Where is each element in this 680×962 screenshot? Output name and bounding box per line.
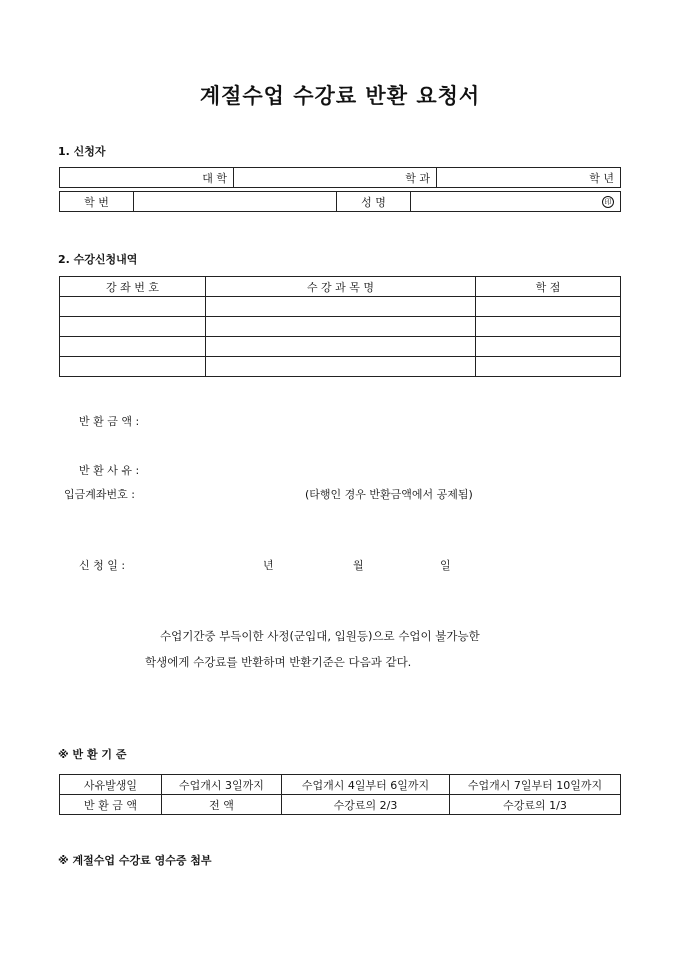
course-table xyxy=(59,276,621,377)
page-title: 계절수업 수강료 반환 요청서 xyxy=(199,83,481,108)
criteria-table xyxy=(59,774,621,815)
notice-line-1: 수업기간중 부득이한 사정(군입대, 입원등)으로 수업이 불가능한 xyxy=(160,629,480,643)
table-row xyxy=(60,337,621,357)
criteria-cell: 수업개시 3일까지 xyxy=(162,775,282,795)
course-name-cell[interactable] xyxy=(206,297,476,317)
student-id-label: 학 번 xyxy=(60,192,134,212)
criteria-heading: ※ 반 환 기 준 xyxy=(58,748,127,761)
refund-amount-label: 반 환 금 액 : xyxy=(79,415,140,428)
criteria-cell: 전 액 xyxy=(162,795,282,815)
applicant-table-row2 xyxy=(59,191,621,212)
credit-cell[interactable] xyxy=(476,317,621,337)
course-name-header: 수 강 과 목 명 xyxy=(206,277,476,297)
criteria-cell: 수강료의 2/3 xyxy=(282,795,450,815)
student-id-field[interactable] xyxy=(134,192,337,212)
criteria-cell: 반 환 금 액 xyxy=(60,795,162,815)
table-row xyxy=(60,795,621,815)
table-row xyxy=(60,317,621,337)
table-row xyxy=(60,775,621,795)
table-row xyxy=(60,168,621,188)
table-row xyxy=(60,192,621,212)
criteria-cell: 수업개시 4일부터 6일까지 xyxy=(282,775,450,795)
college-label: 대 학 xyxy=(202,171,227,185)
refund-reason-label: 반 환 사 유 : xyxy=(79,464,140,477)
day-label: 일 xyxy=(440,559,451,572)
credit-cell[interactable] xyxy=(476,297,621,317)
credit-cell[interactable] xyxy=(476,337,621,357)
course-name-cell[interactable] xyxy=(206,357,476,377)
apply-date-label: 신 청 일 : xyxy=(79,559,126,572)
name-label: 성 명 xyxy=(337,192,411,212)
applicant-table xyxy=(59,167,621,188)
criteria-cell: 사유발생일 xyxy=(60,775,162,795)
course-code-header: 강 좌 번 호 xyxy=(60,277,206,297)
notice-line-2: 학생에게 수강료를 반환하며 반환기준은 다음과 같다. xyxy=(145,655,412,669)
table-header-row xyxy=(60,277,621,297)
department-field[interactable] xyxy=(234,168,437,188)
month-label: 월 xyxy=(353,559,364,572)
course-name-cell[interactable] xyxy=(206,337,476,357)
year-label: 년 xyxy=(263,559,274,572)
section-applicant-heading: 1. 신청자 xyxy=(58,145,106,158)
course-code-cell[interactable] xyxy=(60,297,206,317)
seal-icon: 印 xyxy=(602,196,614,208)
account-note: (타행인 경우 반환금액에서 공제됨) xyxy=(305,488,473,501)
course-code-cell[interactable] xyxy=(60,337,206,357)
table-row xyxy=(60,297,621,317)
section-course-heading: 2. 수강신청내역 xyxy=(58,253,138,266)
grade-field[interactable] xyxy=(437,168,621,188)
name-field[interactable] xyxy=(411,192,621,212)
credit-cell[interactable] xyxy=(476,357,621,377)
course-name-cell[interactable] xyxy=(206,317,476,337)
table-row xyxy=(60,357,621,377)
course-code-cell[interactable] xyxy=(60,357,206,377)
attachment-note: ※ 계절수업 수강료 영수증 첨부 xyxy=(58,854,212,867)
grade-label: 학 년 xyxy=(589,171,614,185)
criteria-cell: 수강료의 1/3 xyxy=(450,795,621,815)
course-code-cell[interactable] xyxy=(60,317,206,337)
college-field[interactable] xyxy=(60,168,234,188)
criteria-cell: 수업개시 7일부터 10일까지 xyxy=(450,775,621,795)
account-label: 입금계좌번호 : xyxy=(64,488,135,501)
department-label: 학 과 xyxy=(405,171,430,185)
credit-header: 학 점 xyxy=(476,277,621,297)
